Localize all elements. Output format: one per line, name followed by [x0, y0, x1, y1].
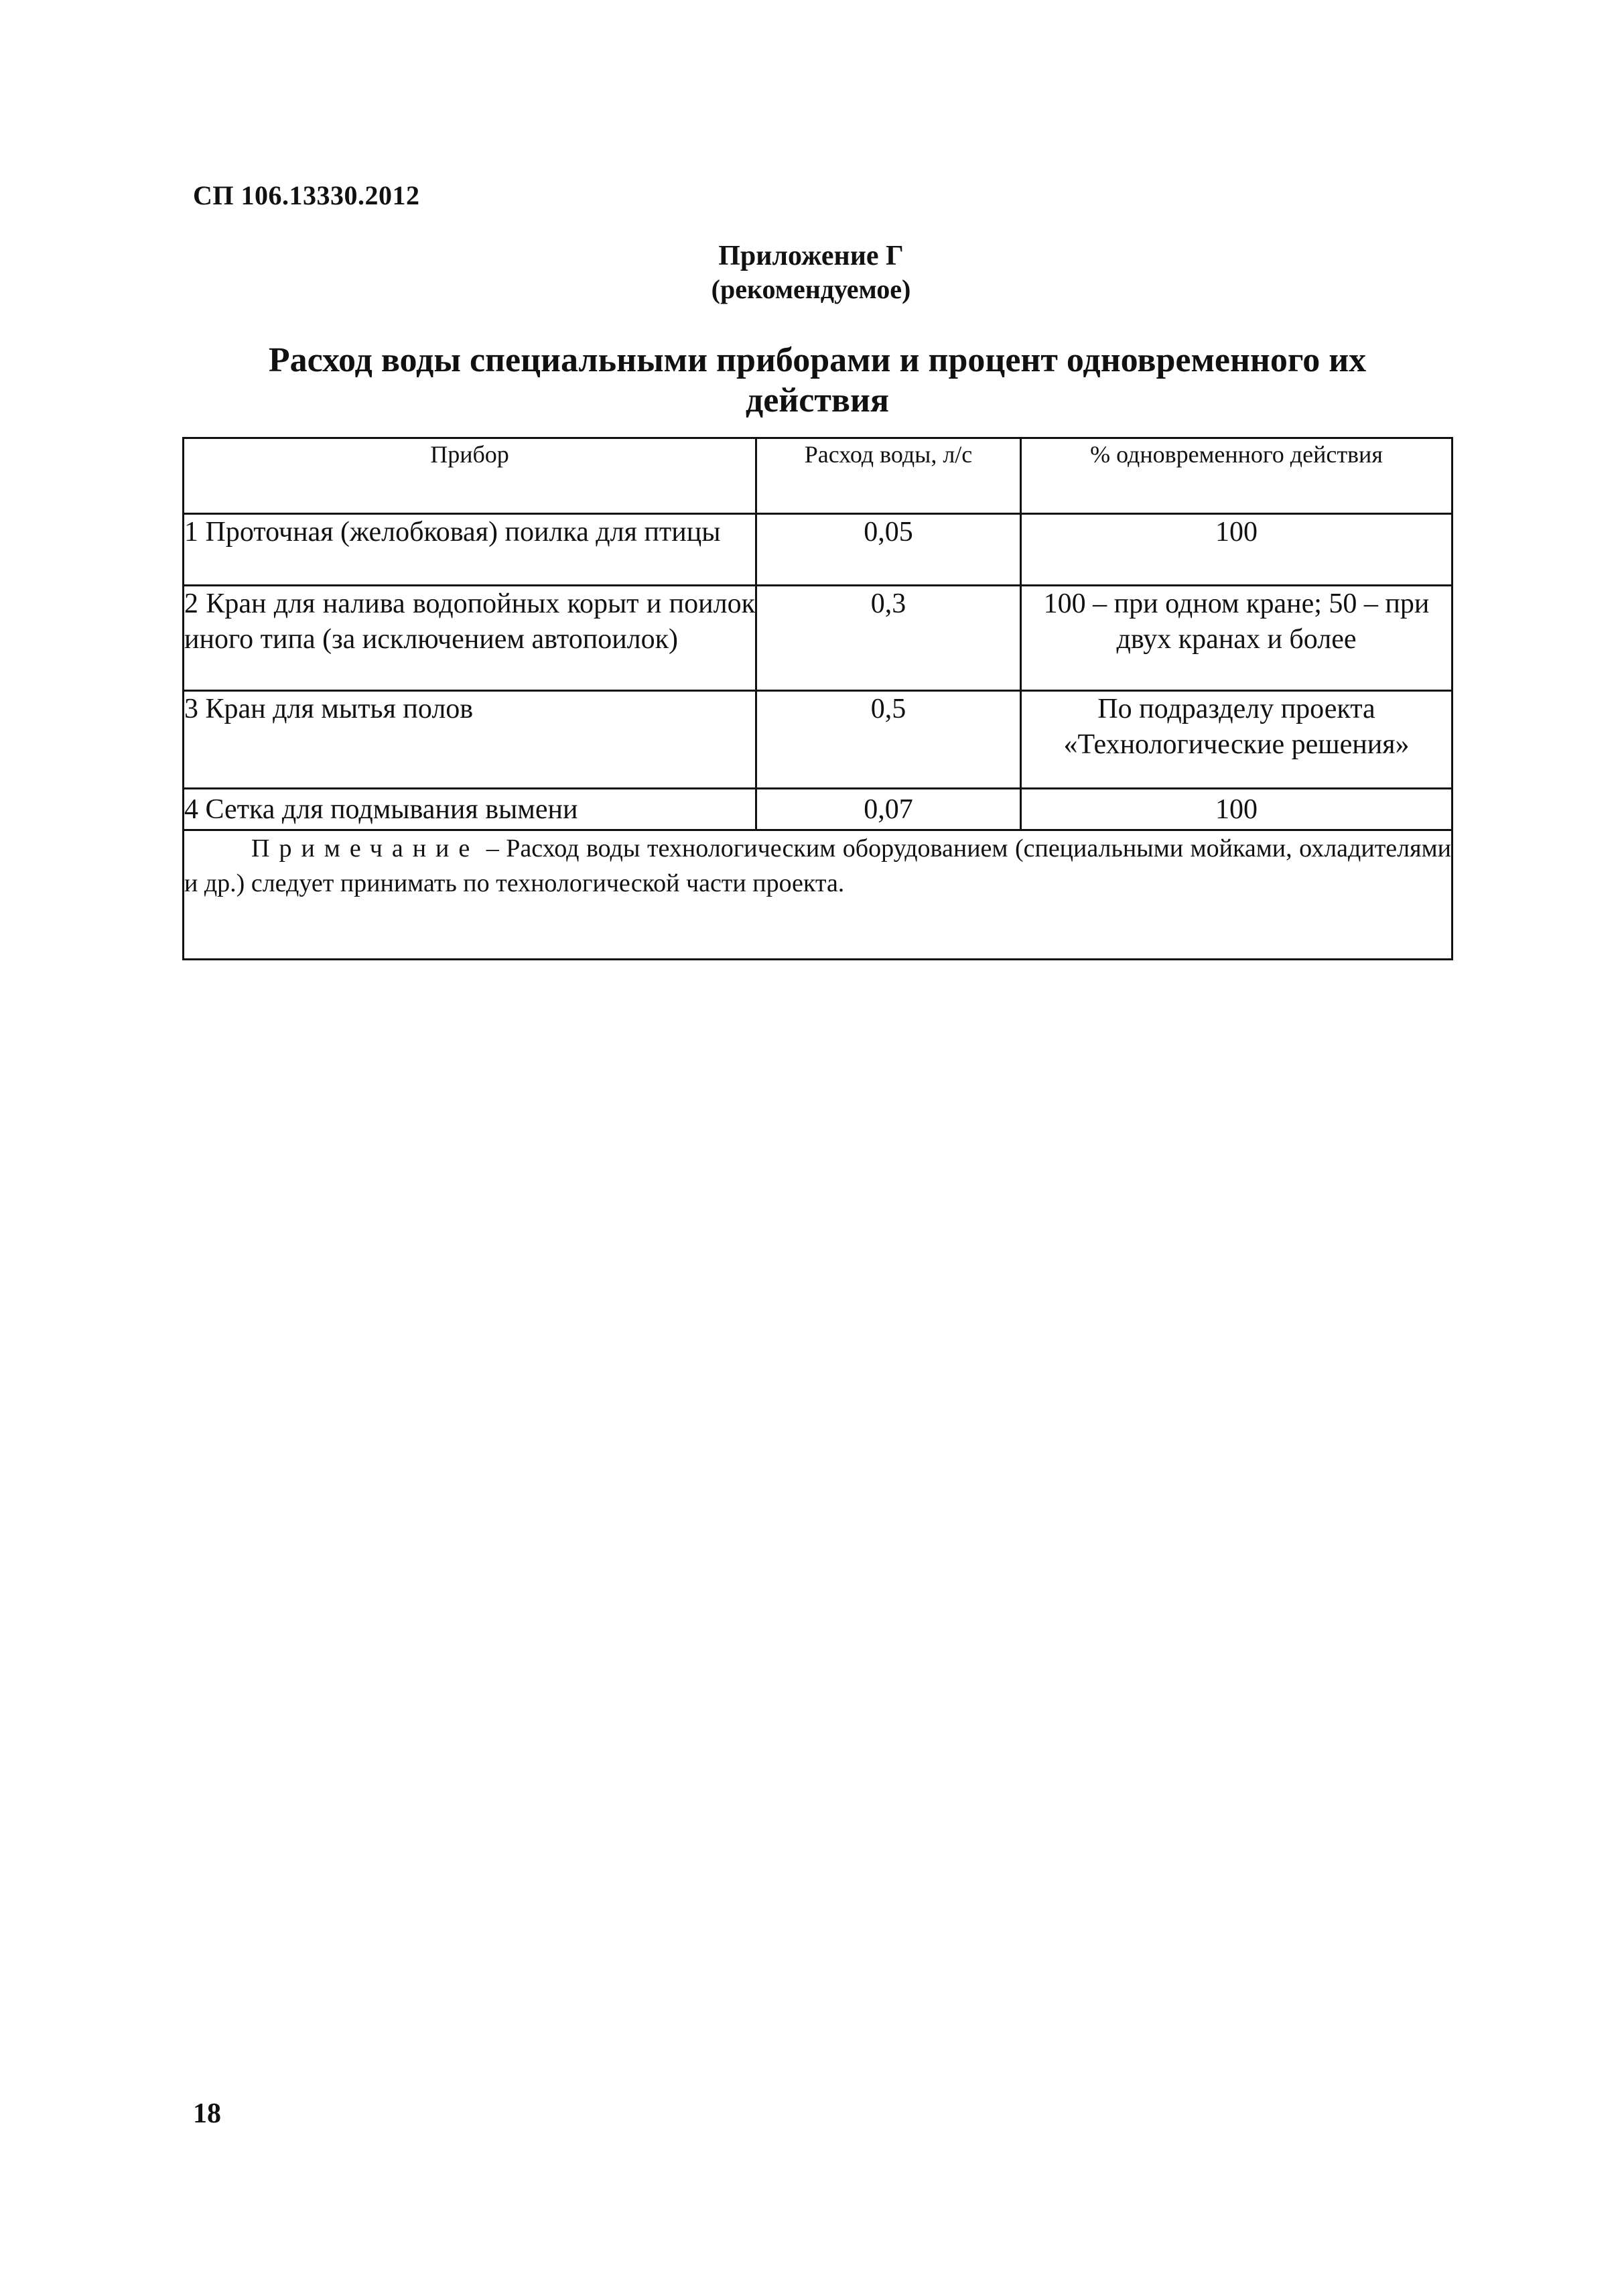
- appendix-title: Приложение Г: [718, 241, 904, 271]
- table-row: [184, 691, 1452, 789]
- percent-cell: 100: [1021, 514, 1452, 586]
- flow-cell: 0,05: [756, 514, 1021, 586]
- device-name-cell: 2 Кран для налива водопойных корыт и поилок иного типа (за исключением автопоилок): [184, 586, 756, 691]
- table-note-row: [184, 830, 1452, 960]
- note-dash: –: [479, 834, 506, 863]
- percent-cell: По подразделу проекта «Технологические решения»: [1021, 691, 1452, 789]
- device-name-cell: 1 Проточная (желобковая) поилка для птицы: [184, 514, 756, 586]
- table-row: [184, 514, 1452, 586]
- column-header-percent: % одновременного действия: [1021, 438, 1452, 514]
- note-label: Примечание: [251, 834, 480, 863]
- flow-cell: 0,5: [756, 691, 1021, 789]
- page-title: Расход воды специальными приборами и процент одновременного их действия: [268, 341, 1367, 420]
- percent-cell: 100 – при одном кране; 50 – при двух кранах и более: [1021, 586, 1452, 691]
- water-consumption-table: [182, 437, 1453, 960]
- percent-cell: 100: [1021, 789, 1452, 830]
- table-row: [184, 789, 1452, 830]
- appendix-status: (рекомендуемое): [711, 274, 911, 304]
- table-note: [184, 830, 1452, 960]
- table-header-row: [184, 438, 1452, 514]
- column-header-device: Прибор: [184, 438, 756, 514]
- device-name-cell: 4 Сетка для подмывания вымени: [184, 789, 756, 830]
- flow-cell: 0,3: [756, 586, 1021, 691]
- table-row: [184, 586, 1452, 691]
- flow-cell: 0,07: [756, 789, 1021, 830]
- page-number: 18: [193, 2098, 221, 2129]
- column-header-flow: Расход воды, л/с: [756, 438, 1021, 514]
- note-text: Расход воды технологическим оборудованием (специальными мойками, охладителями и др.) следует принимать по технологической части проекта.: [184, 834, 1451, 897]
- document-code: СП 106.13330.2012: [193, 180, 420, 210]
- device-name-cell: 3 Кран для мытья полов: [184, 691, 756, 789]
